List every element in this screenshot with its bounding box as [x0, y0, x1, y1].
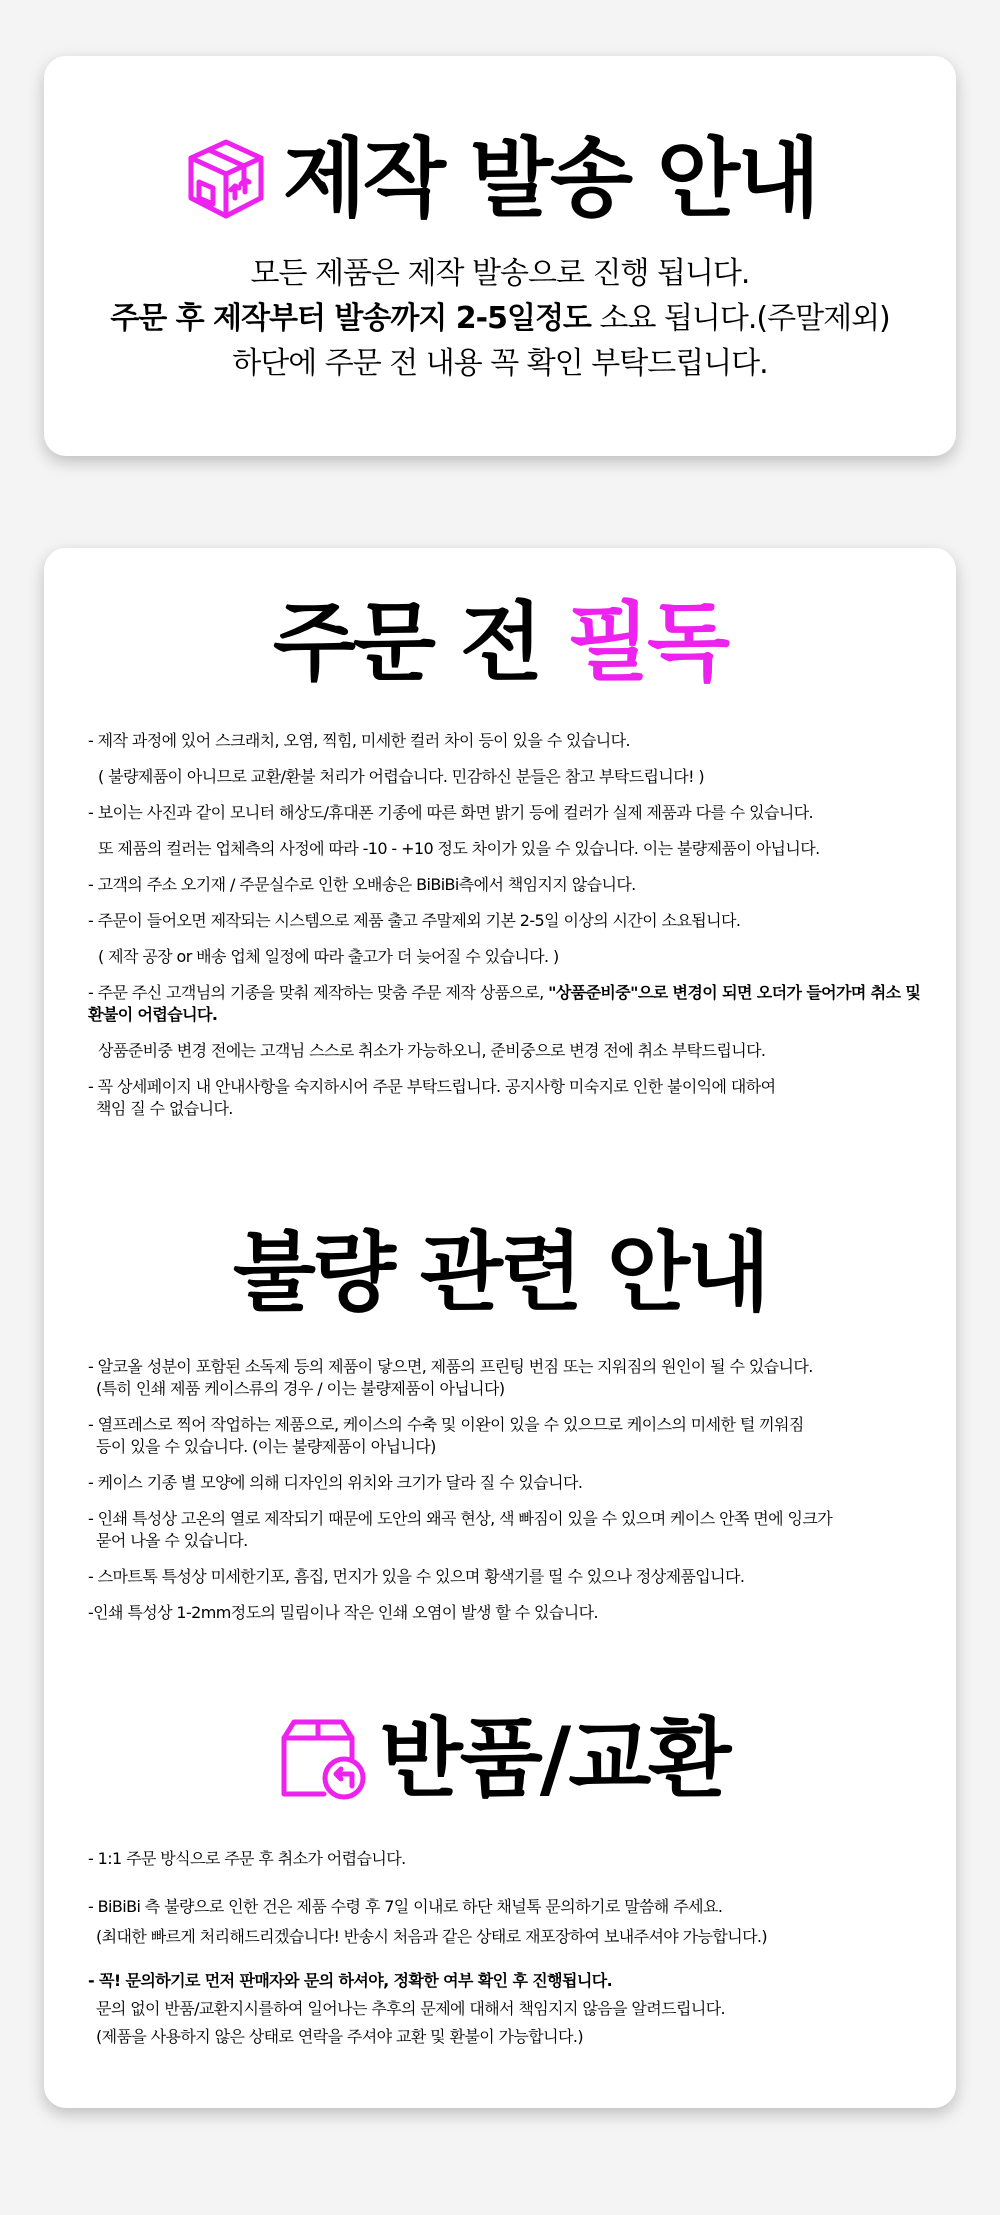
intro-line-3: 하단에 주문 전 내용 꼭 확인 부탁드립니다.: [232, 346, 768, 381]
item-text: - 고객의 주소 오기재 / 주문실수로 인한 오배송은 BiBiBi측에서 책임지지 않습니다.: [88, 875, 636, 894]
item-continuation: (제품을 사용하지 않은 상태로 연락을 주셔야 교환 및 환불이 가능합니다.): [96, 2027, 583, 2046]
list-item: [88, 1848, 938, 1870]
item-continuation: 책임 질 수 없습니다.: [96, 1099, 233, 1118]
item-text: - 주문 주신 고객님의 기종을 맞춰 제작하는 맞춤 주문 제작 상품으로,: [88, 983, 549, 1002]
card1-intro: [44, 251, 956, 386]
item-continuation: 묻어 나올 수 있습니다.: [96, 1531, 248, 1550]
list-item: [88, 802, 938, 860]
item-continuation: 문의 없이 반품/교환지시를하여 일어나는 추후의 문제에 대해서 책임지지 않음을 알려드립니다.: [96, 1999, 726, 2018]
prelim-title-accent: 필독: [566, 593, 728, 693]
list-item: [88, 730, 938, 788]
box-icon: [183, 136, 269, 222]
item-continuation: 등이 있을 수 있습니다. (이는 불량제품이 아닙니다): [96, 1437, 436, 1456]
defect-list: [44, 1356, 938, 1624]
return-section: [44, 1709, 956, 2062]
item-text: - 알코올 성분이 포함된 소독제 등의 제품이 닿으면, 제품의 프린팅 번짐 또는 지워짐의 원인이 될 수 있습니다.: [88, 1357, 813, 1376]
list-item: [88, 874, 938, 896]
list-item: [88, 1566, 938, 1588]
item-text: - 스마트톡 특성상 미세한기포, 흠집, 먼지가 있을 수 있으며 황색기를 띨 수 있으나 정상제품입니다.: [88, 1567, 745, 1586]
item-subtext: 상품준비중 변경 전에는 고객님 스스로 취소가 가능하오니, 준비중으로 변경 전에 취소 부탁드립니다.: [98, 1041, 766, 1060]
list-item: [88, 1508, 938, 1552]
list-item: [88, 1472, 938, 1494]
item-text: - 제작 과정에 있어 스크래치, 오염, 찍힘, 미세한 컬러 차이 등이 있을 수 있습니다.: [88, 731, 630, 750]
item-text: - 열프레스로 찍어 작업하는 제품으로, 케이스의 수축 및 이완이 있을 수 있으므로 케이스의 미세한 털 끼워짐: [88, 1415, 804, 1434]
item-bold-text: - 꼭! 문의하기로 먼저 판매자와 문의 하셔야, 정확한 여부 확인 후 진행됩니다.: [88, 1971, 613, 1990]
prelim-title: [272, 593, 728, 693]
defect-title-row: [44, 1223, 956, 1323]
list-item: [88, 1076, 938, 1120]
list-item: [88, 1602, 938, 1624]
intro-line-2-bold: 주문 후 제작부터 발송까지 2-5일정도: [110, 301, 591, 336]
defect-title: 불량 관련 안내: [232, 1223, 768, 1323]
return-list: [44, 1848, 938, 2048]
item-text: - 인쇄 특성상 고온의 열로 제작되기 때문에 도안의 왜곡 현상, 색 빠짐이 있을 수 있으며 케이스 안쪽 면에 잉크가: [88, 1509, 833, 1528]
prelim-title-black: 주문 전: [272, 593, 567, 693]
item-continuation: (특히 인쇄 제품 케이스류의 경우 / 이는 불량제품이 아닙니다): [96, 1379, 505, 1398]
list-item: [88, 1356, 938, 1400]
return-title: 반품/교환: [379, 1709, 729, 1809]
card1-title-row: [44, 129, 956, 229]
item-continuation: (최대한 빠르게 처리해드리겠습니다! 반송시 처음과 같은 상태로 재포장하여 보내주셔야 가능합니다.): [96, 1927, 768, 1946]
card1-title: 제작 발송 안내: [282, 129, 818, 229]
list-item: [88, 1896, 938, 1948]
notice-card: [44, 548, 956, 2108]
list-item: [88, 982, 938, 1062]
prelim-title-row: [44, 593, 956, 693]
item-text: - BiBiBi 측 불량으로 인한 건은 제품 수령 후 7일 이내로 하단 채널톡 문의하기로 말씀해 주세요.: [88, 1897, 723, 1916]
item-subtext: ( 불량제품이 아니므로 교환/환불 처리가 어렵습니다. 민감하신 분들은 참고 부탁드립니다! ): [98, 767, 705, 786]
list-item: [88, 1414, 938, 1458]
prelim-list: [44, 730, 938, 1120]
list-item: [88, 910, 938, 968]
item-text: - 보이는 사진과 같이 모니터 해상도/휴대폰 기종에 따른 화면 밝기 등에 컬러가 실제 제품과 다를 수 있습니다.: [88, 803, 814, 822]
list-item: [88, 1970, 938, 2048]
item-text: - 1:1 주문 방식으로 주문 후 취소가 어렵습니다.: [88, 1849, 406, 1868]
return-title-row: [44, 1709, 956, 1809]
intro-line-2: [44, 296, 956, 341]
item-subtext: 또 제품의 컬러는 업체측의 사정에 따라 -10 - +10 정도 차이가 있을 수 있습니다. 이는 불량제품이 아닙니다.: [98, 839, 820, 858]
item-bold-text: "상품준비중"으로 변경이 되면 오더가 들어가며 취소 및 환불이 어렵습니다.: [88, 983, 921, 1024]
production-shipping-card: [44, 56, 956, 456]
prelim-section: [44, 593, 956, 1134]
item-text: - 주문이 들어오면 제작되는 시스템으로 제품 출고 주말제외 기본 2-5일 이상의 시간이 소요됩니다.: [88, 911, 741, 930]
defect-section: [44, 1223, 956, 1638]
intro-line-1: 모든 제품은 제작 발송으로 진행 됩니다.: [250, 256, 750, 291]
intro-line-2-rest: 소요 됩니다.(주말제외): [590, 301, 890, 336]
item-subtext: ( 제작 공장 or 배송 업체 일정에 따라 출고가 더 늦어질 수 있습니다. ): [98, 947, 559, 966]
item-text: - 꼭 상세페이지 내 안내사항을 숙지하시어 주문 부탁드립니다. 공지사항 미숙지로 인한 불이익에 대하여: [88, 1077, 776, 1096]
item-text: - 케이스 기종 별 모양에 의해 디자인의 위치와 크기가 달라 질 수 있습니다.: [88, 1473, 583, 1492]
return-box-icon: [272, 1716, 370, 1802]
item-text: -인쇄 특성상 1-2mm정도의 밀림이나 작은 인쇄 오염이 발생 할 수 있습니다.: [88, 1603, 598, 1622]
